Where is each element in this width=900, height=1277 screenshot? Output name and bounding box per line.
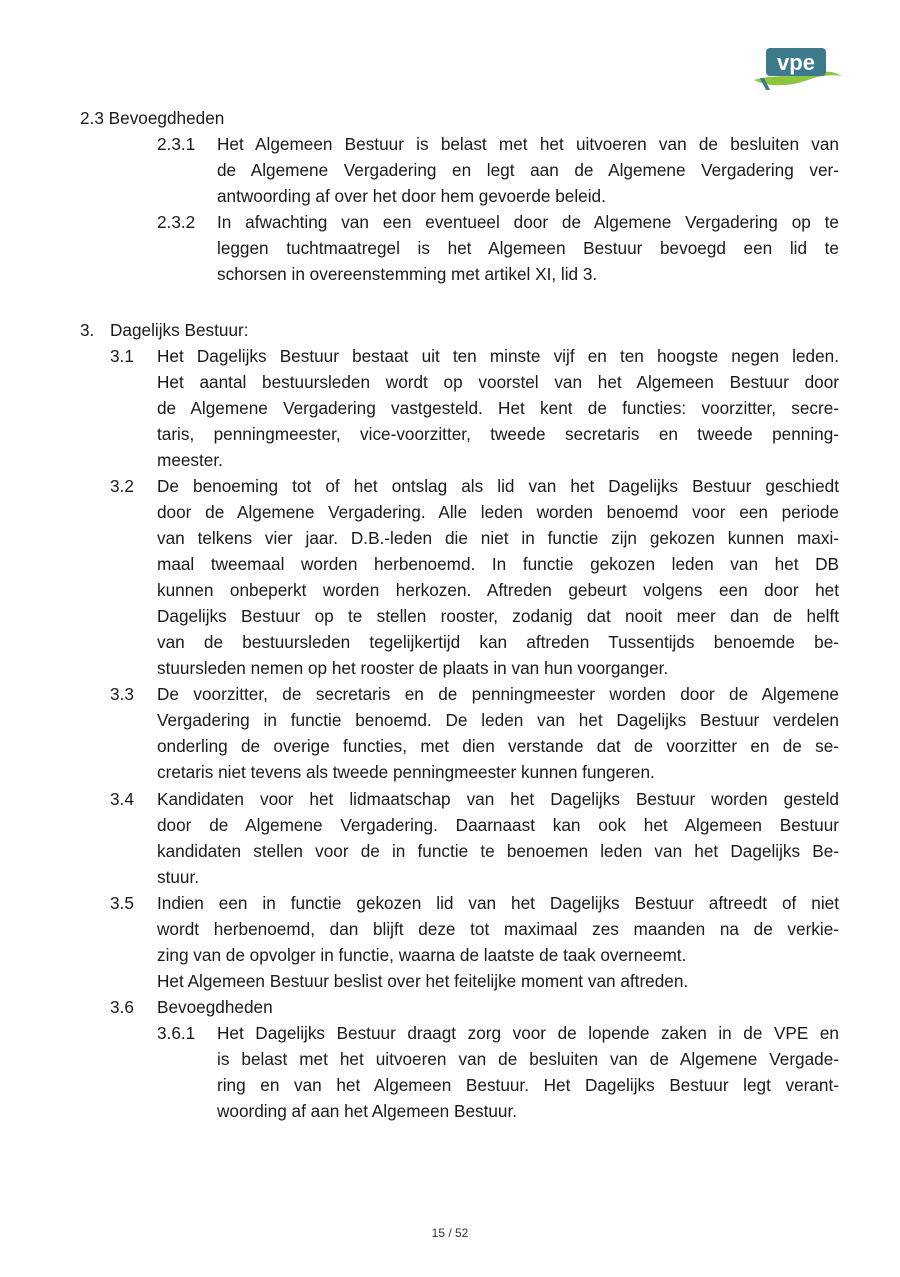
item-3-3-number: 3.3 — [110, 684, 134, 704]
item-2-3-2-line: schorsen in overeenstemming met artikel XI, lid 3. — [217, 264, 598, 284]
item-3-1-line: de Algemene Vergadering vastgesteld. Het kent de functies: voorzitter, secre- — [157, 398, 839, 418]
item-3-6-1-number: 3.6.1 — [157, 1023, 196, 1043]
item-2-3-2-number: 2.3.2 — [157, 212, 196, 232]
item-3-1-line: Het aantal bestuursleden wordt op voorstel van het Algemeen Bestuur door — [157, 372, 839, 392]
item-3-3-line: De voorzitter, de secretaris en de penningmeester worden door de Algemene — [157, 684, 839, 704]
item-3-3-line: Vergadering in functie benoemd. De leden van het Dagelijks Bestuur verdelen — [157, 710, 839, 730]
item-3-1-line: Het Dagelijks Bestuur bestaat uit ten minste vijf en ten hoogste negen leden. — [157, 346, 839, 366]
item-3-6-1-line: woording af aan het Algemeen Bestuur. — [217, 1101, 518, 1121]
item-3-6-number: 3.6 — [110, 997, 134, 1017]
item-3-3-line: cretaris niet tevens als tweede penningmeester kunnen fungeren. — [157, 762, 655, 782]
item-3-6-1-line: Het Dagelijks Bestuur draagt zorg voor de lopende zaken in de VPE en — [217, 1023, 839, 1043]
item-2-3-2-line: leggen tuchtmaatregel is het Algemeen Bestuur bevoegd een lid te — [217, 238, 839, 258]
item-3-2-number: 3.2 — [110, 476, 134, 496]
item-3-4-line: Kandidaten voor het lidmaatschap van het Dagelijks Bestuur worden gesteld — [157, 789, 839, 809]
item-3-2-line: stuursleden nemen op het rooster de plaats in van hun voorganger. — [157, 658, 669, 678]
item-3-2-line: De benoeming tot of het ontslag als lid van het Dagelijks Bestuur geschiedt — [157, 476, 839, 496]
item-3-5-line: wordt herbenoemd, dan blijft deze tot maximaal zes maanden na de verkie- — [157, 919, 839, 939]
section-3-number: 3. — [80, 320, 95, 340]
item-3-6-1-line: ring en van het Algemeen Bestuur. Het Dagelijks Bestuur legt verant- — [217, 1075, 839, 1095]
item-2-3-1-line: de Algemene Vergadering en legt aan de Algemene Vergadering ver- — [217, 160, 839, 180]
item-3-2-line: door de Algemene Vergadering. Alle leden worden benoemd voor een periode — [157, 502, 839, 522]
section-2-3-heading: 2.3 Bevoegdheden — [80, 108, 225, 128]
item-3-5-line: Het Algemeen Bestuur beslist over het feitelijke moment van aftreden. — [157, 971, 689, 991]
item-3-4-line: door de Algemene Vergadering. Daarnaast kan ook het Algemeen Bestuur — [157, 815, 839, 835]
item-3-5-number: 3.5 — [110, 893, 134, 913]
item-3-6-1-line: is belast met het uitvoeren van de besluiten van de Algemene Vergade- — [217, 1049, 839, 1069]
item-3-1-line: meester. — [157, 450, 223, 470]
item-2-3-2-line: In afwachting van een eventueel door de Algemene Vergadering op te — [217, 212, 839, 232]
item-2-3-1-number: 2.3.1 — [157, 134, 196, 154]
item-3-4-number: 3.4 — [110, 789, 134, 809]
item-3-2-line: van telkens vier jaar. D.B.-leden die niet in functie zijn gekozen kunnen maxi- — [157, 528, 839, 548]
item-3-4-line: stuur. — [157, 867, 200, 887]
item-3-6-heading: Bevoegdheden — [157, 997, 273, 1017]
logo-text: vpe — [777, 50, 815, 75]
item-3-2-line: maal tweemaal worden herbenoemd. In functie gekozen leden van het DB — [157, 554, 839, 574]
vpe-logo — [752, 44, 844, 92]
item-3-4-line: kandidaten stellen voor de in functie te benoemen leden van het Dagelijks Be- — [157, 841, 839, 861]
item-2-3-1-line: antwoording af over het door hem gevoerde beleid. — [217, 186, 606, 206]
item-3-5-line: Indien een in functie gekozen lid van het Dagelijks Bestuur aftreedt of niet — [157, 893, 839, 913]
item-3-3-line: onderling de overige functies, met dien verstande dat de voorzitter en de se- — [157, 736, 839, 756]
item-3-5-line: zing van de opvolger in functie, waarna de laatste de taak overneemt. — [157, 945, 687, 965]
page-number: 15 / 52 — [431, 1226, 469, 1240]
item-3-2-line: Dagelijks Bestuur op te stellen rooster, zodanig dat nooit meer dan de helft — [157, 606, 839, 626]
item-3-2-line: van de bestuursleden tegelijkertijd kan aftreden Tussentijds benoemde be- — [157, 632, 839, 652]
item-3-1-number: 3.1 — [110, 346, 134, 366]
section-3-heading: Dagelijks Bestuur: — [110, 320, 249, 340]
item-2-3-1-line: Het Algemeen Bestuur is belast met het uitvoeren van de besluiten van — [217, 134, 839, 154]
item-3-1-line: taris, penningmeester, vice-voorzitter, tweede secretaris en tweede penning- — [157, 424, 839, 444]
item-3-2-line: kunnen onbeperkt worden herkozen. Aftreden gebeurt volgens een door het — [157, 580, 839, 600]
